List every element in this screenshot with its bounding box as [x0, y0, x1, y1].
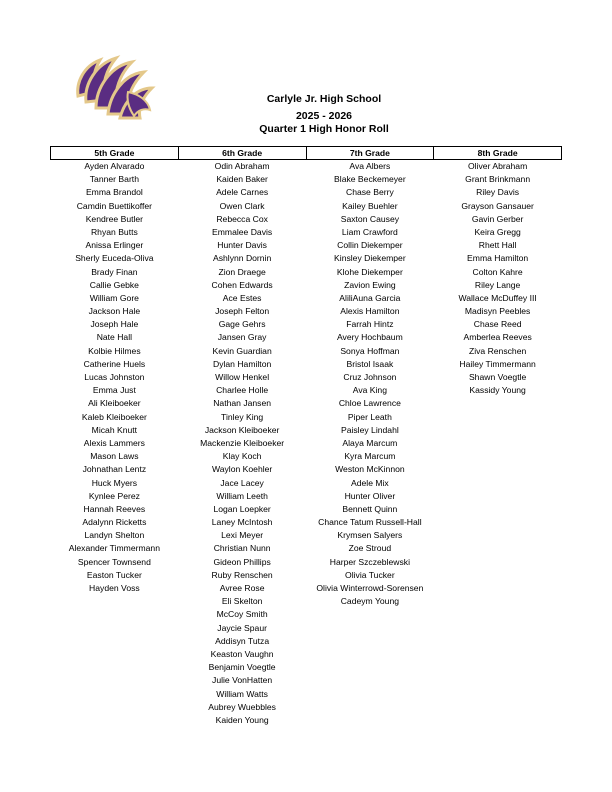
student-name: Ali Kleiboeker: [88, 398, 141, 409]
student-name: Logan Loepker: [213, 503, 271, 514]
student-name: Keaston Vaughn: [210, 648, 274, 659]
student-name: Dylan Hamilton: [212, 358, 272, 369]
student-name: Cohen Edwards: [211, 279, 273, 290]
student-name: Gage Gehrs: [218, 319, 266, 330]
student-name: Johnathan Lentz: [82, 464, 147, 475]
student-name: Paisley Lindahl: [340, 424, 399, 435]
student-name: Riley Davis: [476, 187, 520, 198]
student-name: Chase Reed: [473, 319, 522, 330]
student-name: Jaycie Spaur: [217, 622, 267, 633]
student-name: Chloe Lawrence: [338, 398, 401, 409]
student-name: Charlee Holle: [216, 385, 269, 396]
student-name: Jace Lacey: [220, 477, 264, 488]
student-name: Weston McKinnon: [335, 464, 405, 475]
student-name: Collin Diekemper: [337, 240, 403, 251]
student-name: Easton Tucker: [86, 569, 142, 580]
student-name: Gideon Phillips: [213, 556, 271, 567]
school-year: 2025 - 2026: [295, 110, 353, 122]
student-name: Adele Carnes: [216, 187, 269, 198]
student-name: Joseph Felton: [215, 306, 270, 317]
honor-roll-table: [50, 146, 562, 727]
student-name: Zion Draege: [218, 266, 266, 277]
student-name: Avery Hochbaum: [336, 332, 403, 343]
student-name: Landyn Shelton: [84, 530, 145, 541]
student-name: Alaya Marcum: [342, 437, 398, 448]
student-name: Huck Myers: [91, 477, 138, 488]
student-name: Micah Knutt: [91, 424, 138, 435]
student-name: Grant Brinkmann: [465, 174, 531, 185]
student-name: Rebecca Cox: [216, 213, 268, 224]
student-name: McCoy Smith: [216, 609, 268, 620]
student-name: Hannah Reeves: [83, 503, 146, 514]
student-name: Jansen Gray: [217, 332, 267, 343]
student-name: Klay Koch: [222, 451, 262, 462]
student-name: Kaleb Kleiboeker: [81, 411, 147, 422]
grade-column-5th: [51, 160, 179, 728]
student-name: Emmalee Davis: [212, 226, 273, 237]
student-name: Krymsen Salyers: [337, 530, 403, 541]
student-name: Waylon Koehler: [211, 464, 273, 475]
student-name: Farrah Hintz: [346, 319, 394, 330]
student-name: Emma Hamilton: [467, 253, 529, 264]
student-name: Anissa Erlinger: [85, 240, 144, 251]
student-name: Laney McIntosh: [211, 517, 273, 528]
student-name: William Leeth: [216, 490, 268, 501]
grade-header-5th: 5th Grade: [51, 147, 179, 160]
student-name: Piper Leath: [347, 411, 392, 422]
student-name: William Watts: [216, 688, 268, 699]
student-name: Wallace McDuffey III: [458, 292, 537, 303]
student-name: Shawn Voegtle: [468, 372, 527, 382]
student-name: William Gore: [89, 292, 139, 303]
student-name: Mason Laws: [90, 451, 139, 462]
student-name: Hayden Voss: [89, 583, 140, 593]
student-name: Brady Finan: [91, 266, 138, 277]
grade-header-7th: 7th Grade: [306, 147, 434, 160]
student-name: Cadeym Young: [340, 596, 400, 607]
student-name: Jackson Hale: [88, 306, 141, 317]
student-name: Kevin Guardian: [212, 345, 272, 356]
student-name: Liam Crawford: [341, 226, 398, 237]
student-name: Catherine Huels: [83, 358, 146, 369]
grade-header-6th: 6th Grade: [178, 147, 306, 160]
student-name: Bristol Isaak: [346, 358, 394, 369]
student-name: Mackenzie Kleiboeker: [200, 437, 285, 448]
student-name: Hailey Timmermann: [459, 358, 536, 369]
student-name: Joseph Hale: [90, 319, 139, 330]
student-name: Lexi Meyer: [221, 530, 264, 541]
student-name: Kailey Buehler: [342, 200, 398, 211]
student-name: Grayson Gansauer: [461, 200, 534, 211]
student-name: Sherly Euceda-Oliva: [75, 253, 154, 264]
student-name: Aubrey Wuebbles: [208, 701, 276, 712]
student-name: Rhett Hall: [478, 240, 517, 251]
student-name: Alexis Hamilton: [340, 306, 400, 317]
student-name: Ziva Renschen: [468, 345, 527, 356]
student-name: AliliAuna Garcia: [339, 292, 401, 303]
student-name: Chase Berry: [345, 187, 394, 198]
student-name: Addisyn Tutza: [215, 635, 270, 646]
student-name: Tanner Barth: [89, 174, 139, 185]
student-name: Olivia Tucker: [345, 569, 395, 580]
student-name: Sonya Hoffman: [340, 345, 400, 356]
student-name: Bennett Quinn: [342, 503, 398, 514]
student-name: Kassidy Young: [469, 385, 526, 396]
student-name: Lucas Johnston: [84, 372, 145, 382]
student-name: Zavion Ewing: [344, 279, 396, 290]
student-name: Kyra Marcum: [344, 451, 396, 462]
student-name: Julie VonHatten: [212, 675, 273, 686]
student-name: Kaiden Baker: [216, 174, 268, 185]
student-name: Kolbie Hilmes: [88, 345, 141, 356]
student-name: Odin Abraham: [214, 161, 270, 171]
student-name: Eli Skelton: [221, 596, 263, 607]
student-name: Christian Nunn: [213, 543, 271, 554]
student-name: Benjamin Voegtle: [208, 662, 276, 673]
grade-header-8th: 8th Grade: [434, 147, 562, 160]
student-name: Emma Brandol: [85, 187, 143, 198]
student-name: Kynlee Perez: [88, 490, 140, 501]
student-name: Jackson Kleiboeker: [204, 424, 280, 435]
student-name: Ace Estes: [222, 292, 262, 303]
student-name: Ashlynn Dornin: [212, 253, 272, 264]
student-name: Kendree Butler: [85, 213, 144, 224]
student-name: Ava King: [352, 385, 387, 396]
student-name: Harper Szczeblewski: [329, 556, 410, 567]
student-name: Klohe Diekemper: [336, 266, 403, 277]
school-name: Carlyle Jr. High School: [266, 93, 382, 105]
student-name: Colton Kahre: [472, 266, 523, 277]
student-name: Keira Gregg: [474, 226, 521, 237]
student-name: Callie Gebke: [89, 279, 139, 290]
student-name: Nathan Jansen: [213, 398, 272, 409]
student-name: Riley Lange: [474, 279, 521, 290]
grade-column-7th: [306, 160, 434, 728]
student-name: Avree Rose: [219, 583, 265, 593]
student-name: Amberlea Reeves: [463, 332, 532, 343]
student-name: Hunter Oliver: [344, 490, 396, 501]
student-name: Blake Beckemeyer: [334, 174, 406, 185]
student-name: Nate Hall: [96, 332, 133, 343]
student-name: Cruz Johnson: [343, 372, 397, 382]
student-name: Gavin Gerber: [471, 213, 524, 224]
student-name: Camdin Buettikoffer: [76, 200, 153, 211]
student-name: Chance Tatum Russell-Hall: [318, 517, 422, 528]
student-name: Ava Albers: [349, 161, 391, 171]
student-name: Alexis Lammers: [83, 437, 145, 448]
honor-roll-title: Quarter 1 High Honor Roll: [259, 123, 389, 135]
grade-header-row: [51, 147, 562, 160]
student-name: Alexander Timmermann: [68, 543, 160, 554]
student-name: Oliver Abraham: [468, 161, 528, 171]
grade-column-6th: [178, 160, 306, 728]
student-name: Spencer Townsend: [77, 556, 151, 567]
student-name: Adalynn Ricketts: [82, 517, 147, 528]
grade-column-8th: [434, 160, 562, 728]
student-name: Hunter Davis: [217, 240, 267, 251]
student-name: Madisyn Peebles: [464, 306, 531, 317]
student-name: Olivia Winterrowd-Sorensen: [316, 583, 424, 593]
student-name: Adele Mix: [351, 477, 389, 488]
student-name: Tinley King: [221, 411, 264, 422]
student-name: Willow Henkel: [215, 372, 270, 382]
student-name: Owen Clark: [219, 200, 265, 211]
student-name: Rhyan Butts: [90, 226, 138, 237]
student-name: Saxton Causey: [340, 213, 400, 224]
student-name: Kaiden Young: [215, 714, 269, 725]
student-name: Ruby Renschen: [211, 569, 273, 580]
student-name: Zoe Stroud: [348, 543, 392, 554]
student-name: Kinsley Diekemper: [334, 253, 406, 264]
student-name: Emma Just: [92, 385, 136, 396]
student-name: Ayden Alvarado: [84, 161, 145, 171]
